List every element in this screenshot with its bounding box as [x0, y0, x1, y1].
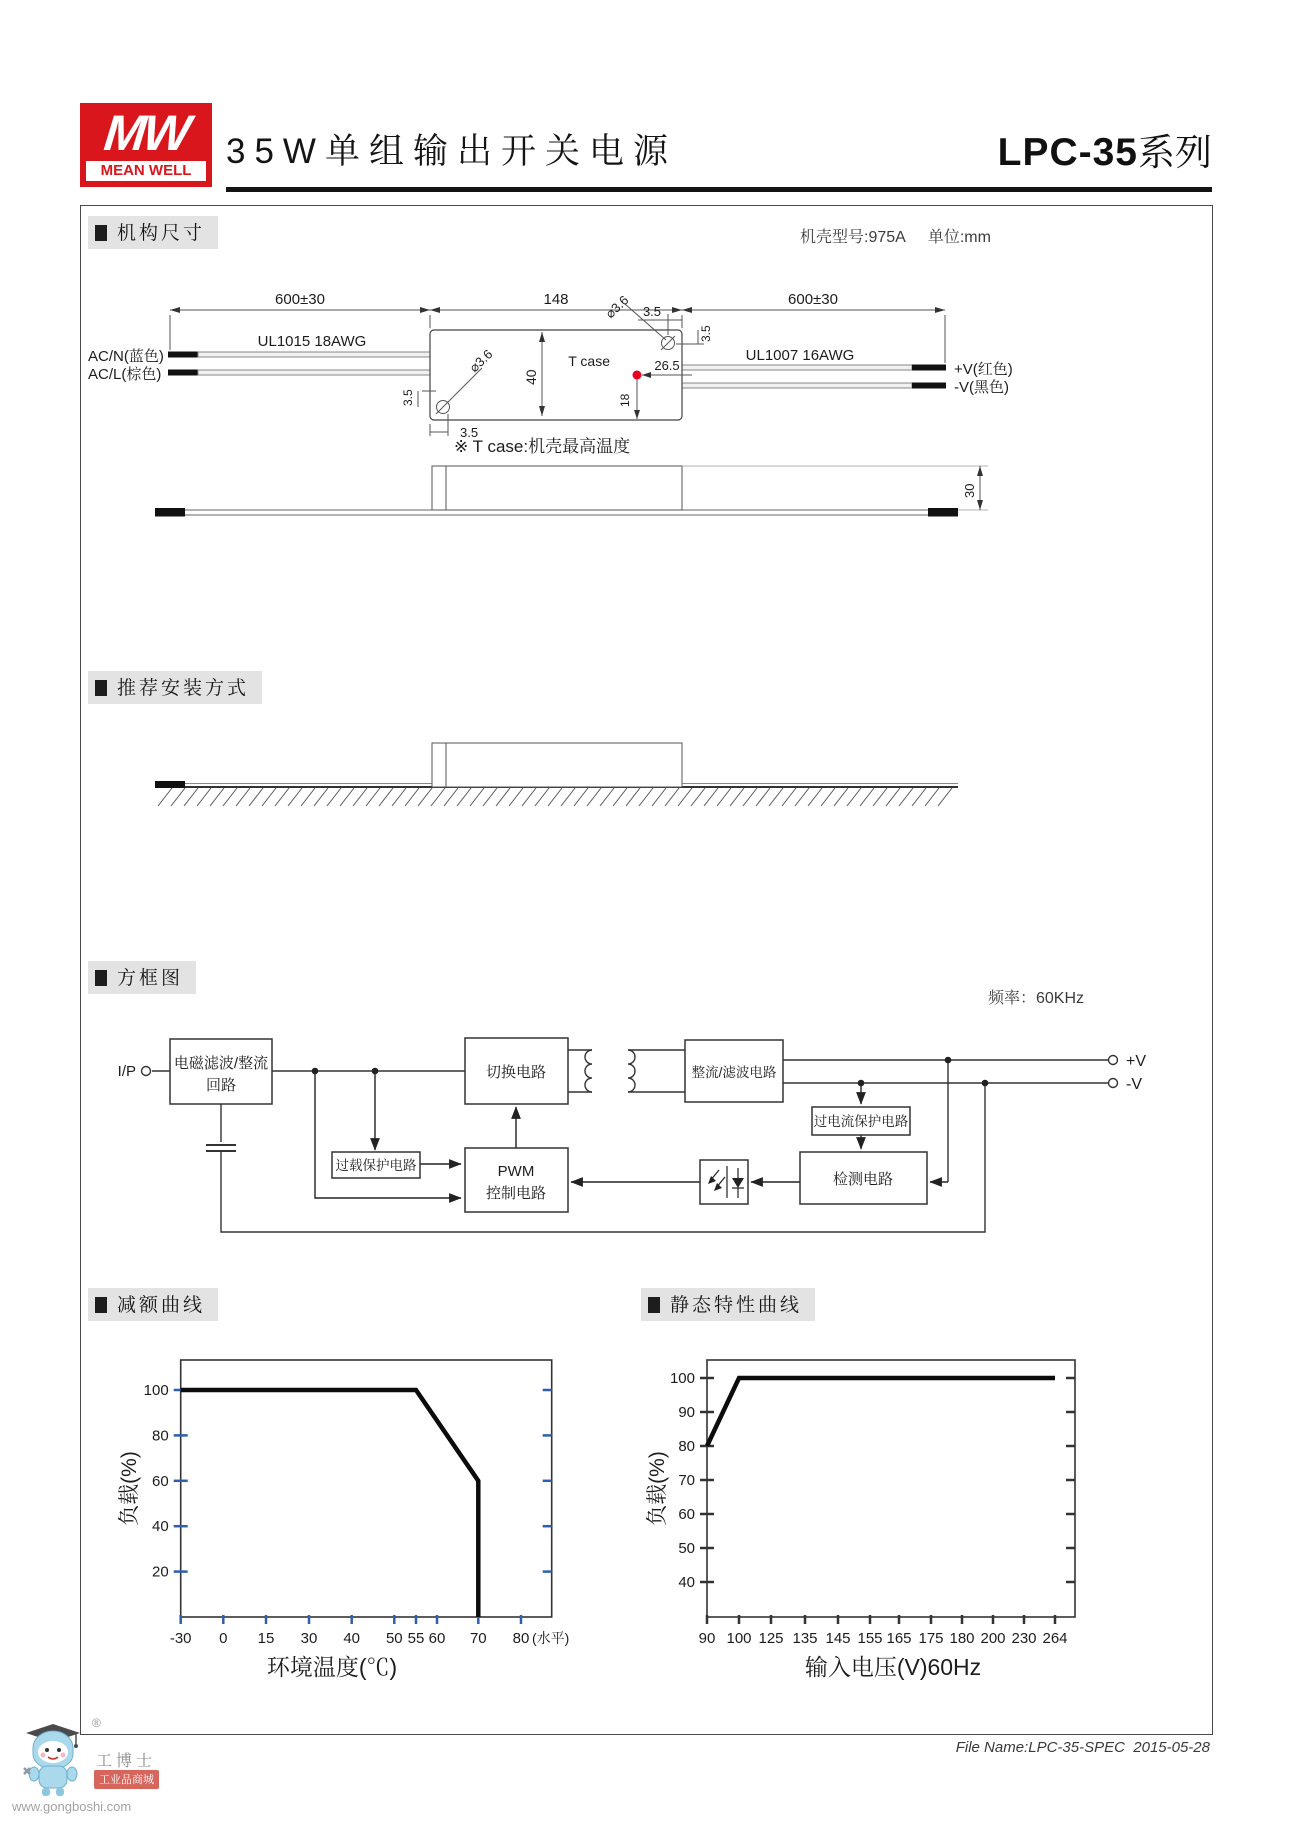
section-heading-block-diagram	[88, 961, 196, 994]
section-heading-text: 机构尺寸	[117, 223, 206, 244]
svg-text:80: 80	[678, 1438, 695, 1455]
svg-text:264: 264	[1042, 1630, 1068, 1647]
page-title: 35W单组输出开关电源	[226, 132, 677, 171]
svg-text:15: 15	[257, 1630, 275, 1647]
case-side-view	[155, 466, 988, 517]
svg-text:175: 175	[918, 1630, 944, 1647]
rectifier-label: 整流/滤波电路	[691, 1065, 777, 1080]
overcurrent-label: 过电流保护电路	[813, 1114, 909, 1129]
label-vminus: -V(黑色)	[954, 379, 1009, 396]
dim-hole-tr-h: 3.5	[642, 304, 662, 319]
section-heading-derating	[88, 1288, 218, 1321]
svg-text:60: 60	[428, 1630, 446, 1647]
section-square-icon	[95, 225, 107, 241]
file-name: File Name:LPC-35-SPEC 2015-05-28	[955, 1739, 1210, 1756]
case-model-note	[800, 224, 1013, 247]
dim-wire-left: 600±30	[275, 291, 325, 308]
vplus-label: +V	[1126, 1053, 1147, 1070]
svg-text:230: 230	[1011, 1630, 1037, 1647]
svg-text:40: 40	[343, 1630, 361, 1647]
section-square-icon	[95, 1297, 107, 1313]
section-heading-text: 静态特性曲线	[670, 1295, 803, 1316]
label-acn: AC/N(蓝色)	[88, 348, 164, 365]
wire-left-spec: UL1015 18AWG	[257, 333, 367, 350]
watermark-brand: 工博士	[96, 1753, 157, 1770]
section-heading-text: 减额曲线	[117, 1295, 206, 1316]
dim-case-width: 148	[543, 291, 569, 308]
meanwell-logo	[80, 103, 212, 187]
svg-text:环境温度(℃): 环境温度(℃)	[266, 1654, 398, 1680]
hole-dia-bl: ⌀3.6	[466, 346, 496, 376]
tcase-note: ※ T case:机壳最高温度	[454, 437, 631, 456]
input-label: I/P	[117, 1063, 136, 1080]
svg-text:70: 70	[678, 1472, 695, 1489]
watermark-mascot	[14, 1716, 92, 1803]
svg-text:100: 100	[726, 1630, 752, 1647]
dim-hole-bl-v: 3.5	[401, 389, 415, 406]
section-heading-mechanical	[88, 216, 218, 249]
series-model: LPC-35	[997, 131, 1138, 174]
svg-text:100: 100	[669, 1370, 695, 1387]
dim-tcase-y: 18	[618, 393, 632, 407]
wire-right-spec: UL1007 16AWG	[745, 347, 855, 364]
svg-text:30: 30	[300, 1630, 318, 1647]
svg-text:90: 90	[678, 1404, 695, 1421]
svg-text:70: 70	[469, 1630, 487, 1647]
svg-text:(水平): (水平)	[532, 1630, 570, 1646]
header-rule	[226, 187, 1212, 192]
hole-dia-tr: ⌀3.6	[602, 292, 632, 322]
switching-label: 切换电路	[485, 1064, 547, 1081]
tcase-label: T case	[568, 353, 610, 369]
mascot-icon	[14, 1716, 92, 1798]
svg-text:40: 40	[152, 1518, 169, 1536]
label-acl: AC/L(棕色)	[88, 366, 162, 383]
section-square-icon	[95, 970, 107, 986]
logo-brand-text: MEAN WELL	[86, 161, 206, 181]
series-title	[998, 122, 1212, 176]
dim-hole-tr-v: 3.5	[699, 325, 713, 342]
svg-text:40: 40	[678, 1574, 695, 1591]
wire-end	[155, 781, 185, 788]
svg-text:50: 50	[678, 1540, 695, 1557]
case-on-surface	[432, 743, 682, 787]
pwm-label-2: 控制电路	[485, 1185, 547, 1202]
watermark-badge: 工业品商城	[94, 1770, 159, 1789]
block-wires	[152, 1050, 1108, 1232]
svg-text:165: 165	[886, 1630, 912, 1647]
case-model-text: 机壳型号:975A	[800, 229, 906, 246]
svg-text:155: 155	[857, 1630, 883, 1647]
svg-text:60: 60	[152, 1472, 169, 1490]
series-suffix: 系列	[1138, 132, 1212, 173]
svg-text:0: 0	[219, 1630, 228, 1647]
svg-text:55: 55	[407, 1630, 425, 1647]
unit-text: 单位:mm	[927, 229, 991, 246]
mounting-drawing	[80, 640, 1212, 830]
overload-label: 过载保护电路	[335, 1158, 417, 1173]
svg-text:输入电压(V)60Hz: 输入电压(V)60Hz	[804, 1654, 982, 1680]
section-heading-text: 方框图	[117, 968, 184, 989]
svg-text:80: 80	[152, 1427, 169, 1445]
dim-height: 40	[523, 369, 539, 385]
vplus-terminal	[1109, 1056, 1118, 1065]
input-wires	[168, 352, 430, 376]
static-characteristic-chart	[640, 1330, 1195, 1702]
section-heading-static	[641, 1288, 815, 1321]
svg-text:90: 90	[698, 1630, 716, 1647]
pwm-label-1: PWM	[497, 1163, 535, 1180]
svg-text:50: 50	[385, 1630, 403, 1647]
vminus-terminal	[1109, 1079, 1118, 1088]
vminus-label: -V	[1126, 1076, 1142, 1093]
mechanical-drawing	[80, 280, 1212, 570]
block-diagram	[80, 992, 1212, 1260]
output-wires	[682, 365, 946, 389]
svg-text:负载(%): 负载(%)	[118, 1451, 141, 1526]
tcase-point	[633, 371, 642, 380]
input-terminal	[142, 1067, 151, 1076]
dim-side-height: 30	[962, 483, 977, 498]
transformer-primary-coil	[585, 1050, 592, 1092]
transformer-secondary-coil	[628, 1050, 635, 1092]
dim-wire-right: 600±30	[788, 291, 838, 308]
svg-text:180: 180	[949, 1630, 975, 1647]
svg-text:-30: -30	[169, 1630, 192, 1647]
svg-text:145: 145	[825, 1630, 851, 1647]
block-pwm-box	[465, 1148, 568, 1212]
emi-label-1: 电磁滤波/整流	[173, 1055, 269, 1072]
detection-label: 检测电路	[832, 1171, 894, 1188]
section-square-icon	[648, 1297, 660, 1313]
svg-text:20: 20	[152, 1563, 169, 1581]
section-heading-text: 推荐安装方式	[117, 678, 250, 699]
emi-label-2: 回路	[205, 1077, 237, 1094]
svg-text:100: 100	[143, 1382, 169, 1399]
dim-hole-bl-h: 3.5	[460, 425, 479, 440]
svg-text:135: 135	[792, 1630, 818, 1647]
logo-mw-icon: MW	[101, 105, 191, 161]
label-vplus: +V(红色)	[954, 361, 1013, 378]
svg-text:负载(%): 负载(%)	[646, 1451, 669, 1526]
registered-mark: ®	[92, 1716, 101, 1730]
dim-tcase-x: 26.5	[654, 358, 680, 373]
svg-text:200: 200	[980, 1630, 1006, 1647]
derating-chart	[80, 1330, 640, 1702]
ground-hatching	[158, 788, 952, 806]
frequency-note: 频率：60KHz	[988, 990, 1085, 1007]
svg-text:80: 80	[512, 1630, 530, 1647]
svg-text:60: 60	[678, 1506, 695, 1523]
svg-text:125: 125	[758, 1630, 784, 1647]
watermark-site: www.gongboshi.com	[12, 1799, 132, 1814]
